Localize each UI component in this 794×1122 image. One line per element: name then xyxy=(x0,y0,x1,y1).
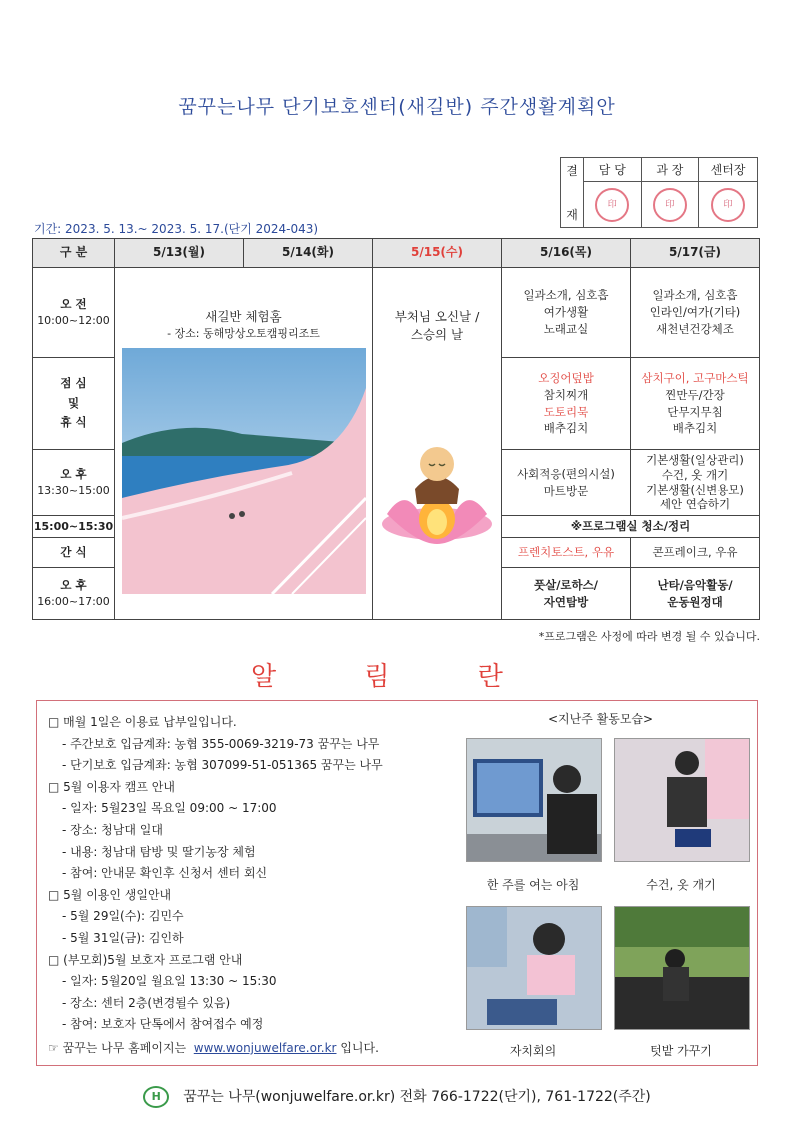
change-note: *프로그램은 사정에 따라 변경 될 수 있습니다. xyxy=(538,630,760,643)
thu-pm2-line: 자연탐방 xyxy=(543,594,589,609)
row-time: 13:30~15:00 xyxy=(37,483,110,497)
homepage-suffix: 입니다. xyxy=(340,1040,379,1055)
notice-item: □ (부모회)5월 보호자 프로그램 안내 xyxy=(48,952,243,967)
thu-snack: 프렌치토스트, 우유 xyxy=(502,538,631,568)
row-label: 점 심 및 휴 식 xyxy=(33,358,115,450)
thu-lunch-line: 오징어덮밥 xyxy=(538,371,594,386)
notice-item: - 내용: 청남대 탐방 및 딸기농장 체험 xyxy=(62,844,256,859)
photo-caption: 자치회의 xyxy=(509,1044,557,1058)
thu-am-line: 노래교실 xyxy=(543,321,589,336)
notice-item: - 주간보호 입금계좌: 농협 355-0069-3219-73 꿈꾸는 나무 xyxy=(62,736,380,751)
page-title: 꿈꾸는나무 단기보호센터(새길반) 주간생활계획안 xyxy=(178,96,616,118)
cleanup-note: ※프로그램실 청소/정리 xyxy=(502,516,760,538)
notice-title: 알 림 란 xyxy=(251,662,543,692)
fri-pm2-line: 난타/음악활동/ xyxy=(657,577,733,592)
notice-item: - 5월 31일(금): 김인하 xyxy=(62,930,184,945)
fri-lunch-line: 삼치구이, 고구마스틱 xyxy=(641,371,749,386)
approval-stamp-icon: 印 xyxy=(711,188,745,222)
notice-item: □ 5월 이용인 생일안내 xyxy=(48,887,172,902)
period: 기간: 2023. 5. 13.~ 2023. 5. 17.(단기 2024-043) xyxy=(34,222,319,236)
notice-item: - 장소: 센터 2층(변경될수 있음) xyxy=(62,995,231,1010)
activity-photo xyxy=(614,906,750,1030)
fri-snack: 콘프레이크, 우유 xyxy=(631,538,760,568)
thu-pm-line: 마트방문 xyxy=(543,483,589,498)
notice-list xyxy=(48,712,383,1060)
homepage-prefix: ☞ 꿈꾸는 나무 홈페이지는 xyxy=(48,1040,187,1055)
approval-stamp-icon: 印 xyxy=(595,188,629,222)
schedule-table xyxy=(32,238,760,620)
approval-stamp-icon: 印 xyxy=(653,188,687,222)
notice-item: - 단기보호 입금계좌: 농협 307099-51-051365 꿈꾸는 나무 xyxy=(62,758,383,773)
fri-lunch-line: 찐만두/간장 xyxy=(665,387,725,402)
photos-title: <지난주 활동모습> xyxy=(548,712,654,726)
approval-label-1: 결 xyxy=(566,163,578,178)
thu-pm2-line: 풋살/로하스/ xyxy=(534,577,598,592)
photo-folding-towels xyxy=(615,739,749,861)
thu-lunch-line: 배추김치 xyxy=(543,421,589,436)
row-label: 오 전 xyxy=(60,297,87,312)
row-label: 간 식 xyxy=(33,538,115,568)
header-cell: 5/13(월) xyxy=(115,239,244,268)
notice-item: - 일자: 5월20일 월요일 13:30 ~ 15:30 xyxy=(62,974,277,989)
photo-gardening xyxy=(615,907,749,1029)
notice-item: - 장소: 청남대 일대 xyxy=(62,822,163,837)
fri-am-line: 인라인/여가(기타) xyxy=(649,305,741,320)
thu-am-line: 일과소개, 심호흡 xyxy=(523,288,609,303)
notice-item: - 일자: 5월23일 목요일 09:00 ~ 17:00 xyxy=(62,801,277,816)
notice-item: □ 5월 이용자 캠프 안내 xyxy=(48,779,175,794)
photo-self-meeting xyxy=(467,907,601,1029)
center-logo-icon: H xyxy=(143,1086,169,1108)
thu-lunch-line: 참치찌개 xyxy=(543,387,589,402)
notice-item: - 참여: 안내문 확인후 신청서 센터 회신 xyxy=(62,866,268,881)
fri-lunch-line: 단무지무침 xyxy=(667,404,723,419)
header-cell: 5/17(금) xyxy=(631,239,760,268)
row-label: 오 후 xyxy=(60,578,87,593)
approval-role: 센터장 xyxy=(699,158,758,182)
fri-lunch-line: 배추김치 xyxy=(672,421,718,436)
thu-am-line: 여가생활 xyxy=(543,305,589,320)
row-time: 16:00~17:00 xyxy=(37,594,110,608)
footer xyxy=(0,1086,794,1108)
photo-monitor-lesson xyxy=(467,739,601,861)
header-cell: 5/16(목) xyxy=(502,239,631,268)
fri-am-line: 새천년건강체조 xyxy=(656,321,734,336)
header-cell: 5/14(화) xyxy=(244,239,373,268)
row-label: 15:00~15:30 xyxy=(33,516,115,538)
row-time: 10:00~12:00 xyxy=(37,313,110,327)
camp-place: - 장소: 동해망상오토캠핑리조트 xyxy=(167,327,320,341)
activity-photo xyxy=(614,738,750,862)
approval-role: 담 당 xyxy=(584,158,642,182)
camp-title: 새길반 체험홈 xyxy=(205,309,282,324)
thu-lunch-line: 도토리묵 xyxy=(543,404,589,419)
header-cell: 5/15(수) xyxy=(373,239,502,268)
approval-role: 과 장 xyxy=(641,158,699,182)
fri-pm-line: 기본생활(일상관리) xyxy=(646,452,744,467)
fri-pm-line: 세안 연습하기 xyxy=(659,497,731,512)
row-label: 오 후 xyxy=(60,467,87,482)
approval-box xyxy=(560,157,758,228)
notice-item: - 5월 29일(수): 김민수 xyxy=(62,909,184,924)
footer-text: 꿈꾸는 나무(wonjuwelfare.or.kr) 전화 766-1722(단기), 761-1722(주간) xyxy=(183,1089,651,1105)
buddha-lotus-illustration xyxy=(377,394,497,554)
homepage-link[interactable]: www.wonjuwelfare.or.kr xyxy=(193,1040,337,1055)
notice-item: □ 매월 1일은 이용료 납부일입니다. xyxy=(48,715,237,729)
header-cell: 구 분 xyxy=(33,239,115,268)
notice-item: - 참여: 보호자 단톡에서 참여접수 예정 xyxy=(62,1017,264,1032)
beach-illustration xyxy=(122,348,366,594)
photo-caption: 한 주를 여는 아침 xyxy=(486,878,580,892)
wed-title: 부처님 오신날 / 스승의 날 xyxy=(394,309,480,343)
thu-pm-line: 사회적응(편의시설) xyxy=(517,466,615,481)
activity-photo xyxy=(466,906,602,1030)
photo-caption: 텃밭 가꾸기 xyxy=(650,1044,712,1058)
fri-pm2-line: 운동원정대 xyxy=(667,594,723,609)
photo-caption: 수건, 옷 개기 xyxy=(646,878,716,892)
fri-pm-line: 수건, 옷 개기 xyxy=(661,467,729,482)
fri-am-line: 일과소개, 심호흡 xyxy=(652,288,738,303)
fri-pm-line: 기본생활(신변용모) xyxy=(646,482,744,497)
activity-photo xyxy=(466,738,602,862)
approval-label-2: 재 xyxy=(566,207,578,222)
